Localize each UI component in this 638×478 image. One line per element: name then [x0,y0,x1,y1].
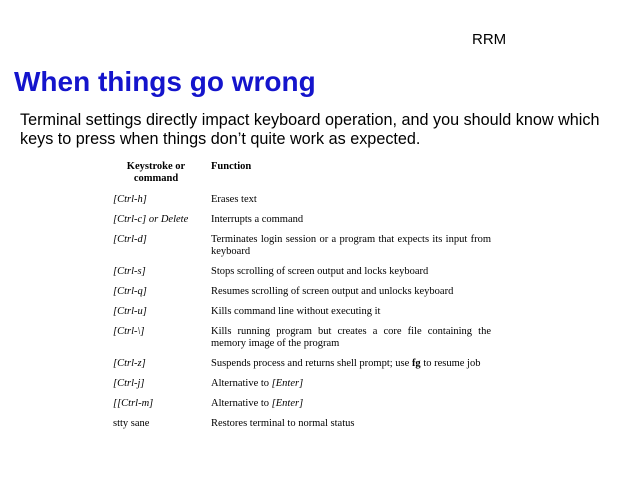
keystroke-cell [107,263,205,283]
table-row [107,415,497,435]
intro-paragraph: Terminal settings directly impact keyboard operation, and you should know which keys to press when things don’t quite work as expected. [20,111,600,148]
function-cell [205,415,497,435]
table-row [107,395,497,415]
keystroke-cell [107,283,205,303]
function-text-suffix: [Enter] [271,398,304,409]
function-text: Erases text [211,194,257,205]
function-text: Restores terminal to normal status [211,418,355,429]
function-cell [205,211,497,231]
keystroke-key: [Ctrl-d] [113,234,147,245]
function-command: fg [411,358,421,369]
keystroke-cell [107,303,205,323]
keystroke-cell [107,415,205,435]
table-row [107,211,497,231]
function-text: Alternative to [211,378,272,389]
function-text: Stops scrolling of screen output and locks keyboard [211,266,429,277]
keystroke-key: [Ctrl-z] [113,358,146,369]
keystroke-cell [107,231,205,263]
function-text: Kills command line without executing it [211,306,381,317]
slide-title: When things go wrong [14,66,316,97]
keystroke-key: [Ctrl-u] [113,306,147,317]
table-header-row [107,157,497,191]
keystroke-table [107,157,497,435]
function-cell [205,323,497,355]
keystroke-extra: stty sane [113,418,150,429]
keystroke-key: [Ctrl-h] [113,194,147,205]
table-row [107,231,497,263]
keystroke-key: [Ctrl-j] [113,378,145,389]
table-row [107,191,497,211]
function-text-suffix: to resume job [420,358,481,369]
function-text: Resumes scrolling of screen output and unlocks keyboard [211,286,454,297]
table-row [107,323,497,355]
function-cell [205,395,497,415]
function-text: Terminates login session or a program that expects its input from keyboard [211,234,491,257]
column-header-function: Function [211,161,252,172]
keystroke-key: [Ctrl-c] [113,214,147,225]
function-text: Suspends process and returns shell prompt; use [211,358,412,369]
keystroke-cell [107,395,205,415]
function-cell [205,283,497,303]
function-text: Interrupts a command [211,214,304,225]
header-tag: RRM [472,31,507,48]
column-header-keystroke: Keystroke or command [126,161,186,184]
keystroke-key: [Ctrl-\] [113,326,145,337]
table-row [107,303,497,323]
function-text: Kills running program but creates a core file containing the memory image of the program [211,326,491,349]
function-cell [205,355,497,375]
keystroke-key: [Ctrl-q] [113,286,147,297]
function-text: Alternative to [211,398,272,409]
keystroke-key: [Ctrl-s] [113,266,146,277]
keystroke-cell [107,323,205,355]
keystroke-cell [107,191,205,211]
function-cell [205,375,497,395]
keystroke-key: [[Ctrl-m] [113,398,154,409]
function-cell [205,303,497,323]
function-cell [205,191,497,211]
table-row [107,375,497,395]
function-text-suffix: [Enter] [271,378,304,389]
table-row [107,355,497,375]
table-row [107,263,497,283]
function-cell [205,231,497,263]
function-cell [205,263,497,283]
keystroke-extra: or Delete [146,214,189,225]
table-row [107,283,497,303]
keystroke-cell [107,355,205,375]
keystroke-cell [107,211,205,231]
keystroke-cell [107,375,205,395]
